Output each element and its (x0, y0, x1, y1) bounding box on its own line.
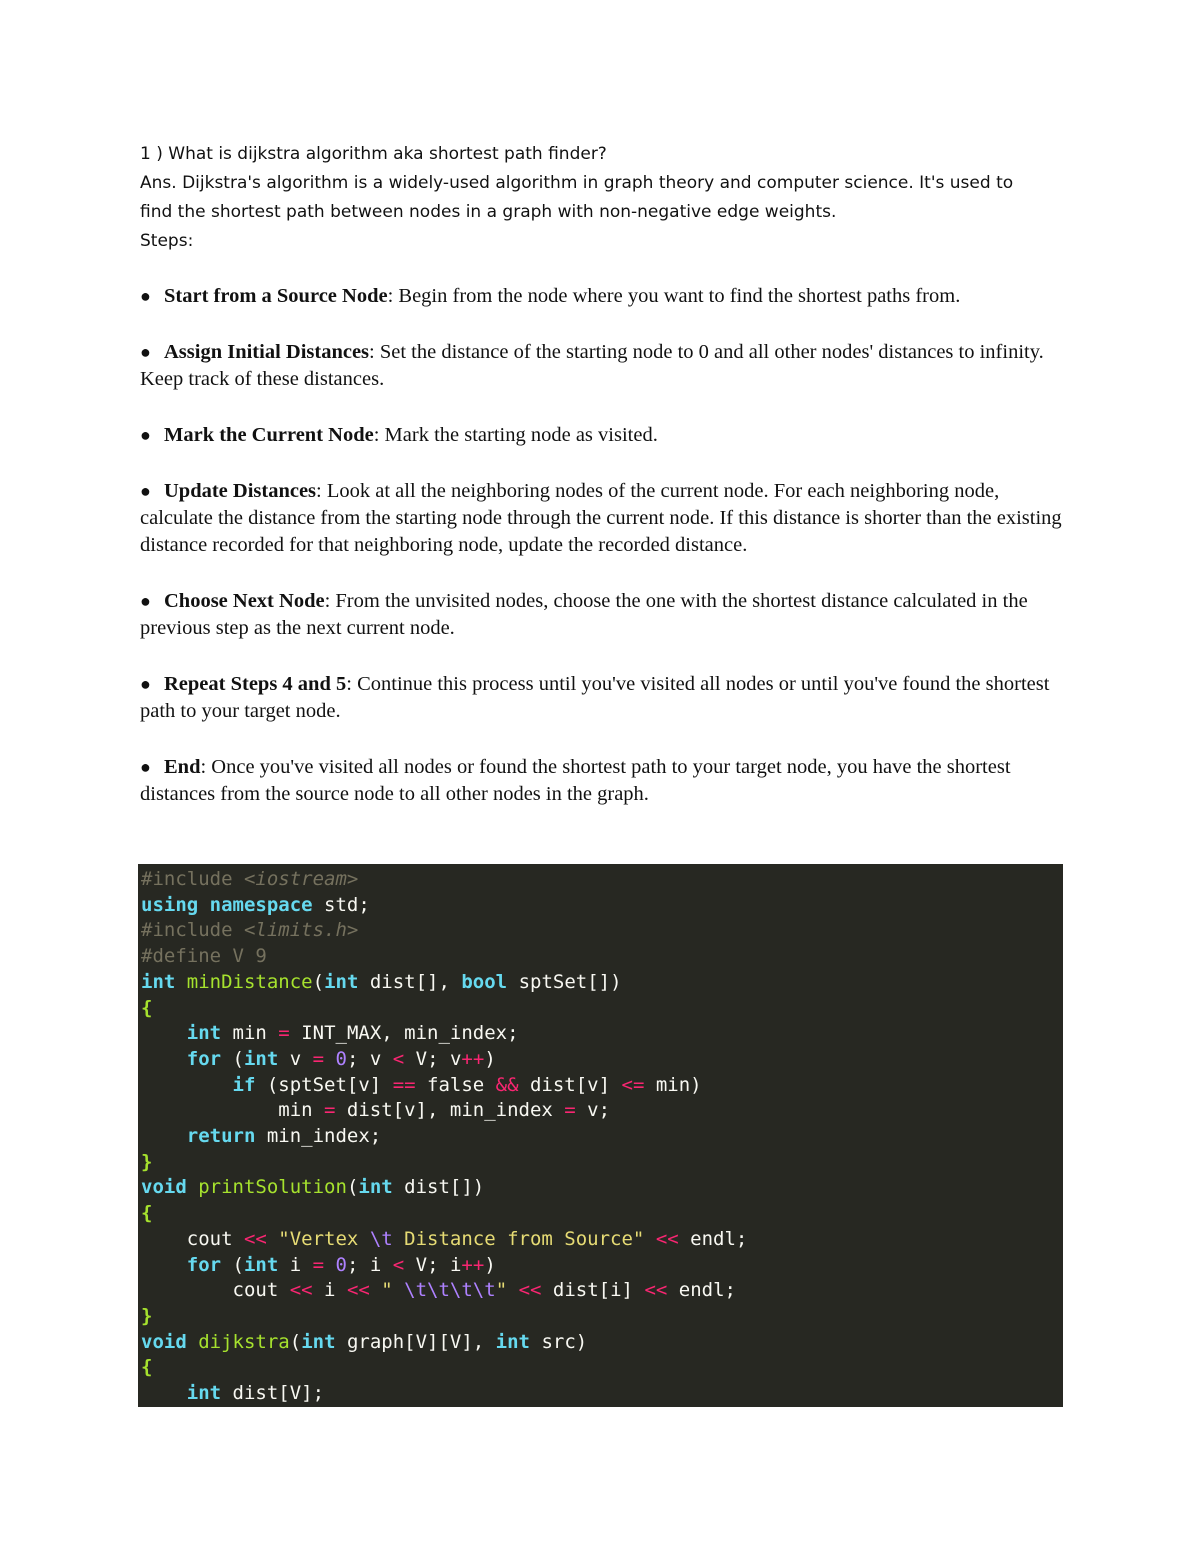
code-listing (138, 864, 1063, 1407)
code-token: ++ (461, 1047, 485, 1070)
steps-label: Steps: (140, 231, 194, 251)
bullet-icon: ● (140, 425, 151, 445)
question-section (140, 140, 1060, 256)
code-token: { (141, 996, 153, 1019)
code-token (198, 894, 209, 916)
code-line (141, 1304, 1063, 1330)
code-token: ; i (347, 1253, 393, 1276)
code-token: dist[]) (392, 1176, 485, 1199)
step-title: End (164, 756, 201, 778)
bullet-icon: ● (140, 342, 151, 362)
code-token: sptSet[]) (507, 970, 622, 993)
code-token: min) (644, 1073, 702, 1096)
step-title: Choose Next Node (164, 590, 325, 612)
code-token (370, 1279, 381, 1301)
list-item (140, 339, 1065, 393)
code-token: = (312, 1047, 325, 1070)
code-token: minDistance (186, 970, 313, 993)
code-token: = (564, 1099, 576, 1122)
code-token: V; v (404, 1047, 462, 1070)
code-token: cout (141, 1279, 290, 1302)
code-token: dist[V]; (221, 1382, 325, 1405)
code-token: ( (312, 970, 325, 993)
code-token: ) (484, 1047, 496, 1070)
code-token (141, 1125, 187, 1147)
code-token: int (186, 1022, 222, 1045)
code-token: int (495, 1330, 530, 1353)
code-token (187, 1176, 198, 1198)
code-token: ( (346, 1176, 359, 1199)
code-token: { (141, 1202, 153, 1225)
code-token: <= (621, 1073, 645, 1096)
code-line (141, 1253, 1063, 1279)
code-token: ( (221, 1047, 244, 1070)
step-text: : Set the distance of the starting node to 0 and all other nodes' distances to infinity. Keep track of these distances. (140, 341, 1044, 390)
code-token (187, 1331, 198, 1353)
code-token (644, 1228, 655, 1250)
code-token: = (278, 1022, 290, 1045)
code-line (141, 996, 1063, 1022)
bullet-icon: ● (140, 674, 151, 694)
list-item (140, 671, 1065, 725)
code-token: dist[], (358, 970, 462, 993)
code-line (141, 1201, 1063, 1227)
code-line (141, 1227, 1063, 1253)
code-token: namespace (209, 893, 313, 916)
code-token: v; (575, 1099, 611, 1122)
step-text: : Mark the starting node as visited. (373, 424, 658, 446)
code-line (141, 970, 1063, 996)
answer-line: Ans. Dijkstra's algorithm is a widely-used algorithm in graph theory and computer science. It's used to (140, 173, 1014, 193)
code-token: endl; (678, 1227, 748, 1250)
code-token: } (141, 1150, 153, 1173)
code-token: << (644, 1279, 668, 1302)
code-token: src) (530, 1330, 588, 1353)
code-token: dist[v], min_index (335, 1099, 565, 1122)
code-line (141, 893, 1063, 919)
code-line (141, 1278, 1063, 1304)
code-token: i (278, 1253, 313, 1276)
code-token: int (358, 1176, 393, 1199)
code-token: cout (141, 1227, 244, 1250)
step-text: : Begin from the node where you want to find the shortest paths from. (387, 285, 961, 307)
code-token: i (312, 1279, 347, 1302)
code-token: v (278, 1047, 313, 1070)
code-token: graph[V][V], (335, 1330, 496, 1353)
code-token (507, 1279, 518, 1301)
code-line (141, 1073, 1063, 1099)
bullet-icon: ● (140, 481, 151, 501)
code-token: int (243, 1253, 279, 1276)
code-token: INT_MAX, min_index; (289, 1022, 519, 1045)
code-token: << (346, 1279, 370, 1302)
code-token: void (141, 1330, 187, 1353)
steps-list (140, 283, 1065, 808)
list-item (140, 478, 1065, 559)
code-line (141, 1330, 1063, 1356)
code-token: && (495, 1073, 519, 1096)
code-token (141, 1022, 187, 1044)
list-item (140, 588, 1065, 642)
step-text: : Once you've visited all nodes or found the shortest path to your target node, you have the shortest distances from the source node to all other nodes in the graph. (140, 756, 1011, 805)
question-heading: 1 ) What is dijkstra algorithm aka shortest path finder? (140, 144, 607, 164)
code-token: <limits.h> (243, 919, 359, 942)
code-token: " (381, 1279, 405, 1302)
code-token: "Vertex (278, 1227, 370, 1250)
code-token: bool (461, 970, 508, 993)
bullet-icon: ● (140, 757, 151, 777)
code-token: int (301, 1330, 336, 1353)
code-token: < (392, 1047, 405, 1070)
code-line (141, 1021, 1063, 1047)
list-item (140, 283, 1065, 310)
code-token: ) (484, 1253, 496, 1276)
code-token: for (186, 1253, 222, 1276)
code-token: return (186, 1125, 256, 1148)
step-title: Start from a Source Node (164, 285, 388, 307)
code-token (141, 1074, 233, 1096)
code-token: << (243, 1227, 267, 1250)
code-token: min (221, 1022, 279, 1045)
list-item (140, 422, 1065, 449)
code-token: Distance from Source" (392, 1227, 645, 1250)
step-title: Repeat Steps 4 and 5 (164, 673, 347, 695)
code-line (141, 1098, 1063, 1124)
bullet-icon: ● (140, 591, 151, 611)
code-token: int (324, 970, 359, 993)
code-token: #include (141, 868, 244, 890)
step-text: : Continue this process until you've visited all nodes or until you've found the shortest path to your target node. (140, 673, 1050, 722)
code-token: { (141, 1356, 153, 1379)
code-token: ; v (347, 1047, 393, 1070)
code-line (141, 1175, 1063, 1201)
code-token (324, 1254, 335, 1276)
code-token: = (324, 1099, 336, 1122)
code-token: endl; (667, 1279, 736, 1302)
step-title: Assign Initial Distances (164, 341, 370, 363)
code-token: using (141, 893, 199, 916)
code-line (141, 944, 1063, 970)
code-token: } (141, 1304, 153, 1327)
code-line (141, 918, 1063, 944)
code-token: #define V 9 (141, 945, 267, 968)
code-token: void (141, 1176, 187, 1199)
code-token: ( (289, 1330, 302, 1353)
code-token: ++ (461, 1253, 485, 1276)
code-line (141, 1047, 1063, 1073)
code-line (141, 1381, 1063, 1407)
code-token: int (186, 1382, 222, 1405)
code-line (141, 1124, 1063, 1150)
bullet-icon: ● (140, 286, 151, 306)
code-token: " (495, 1279, 508, 1302)
code-token: = (312, 1253, 325, 1276)
code-token: printSolution (198, 1176, 347, 1199)
code-token (175, 971, 186, 993)
list-item (140, 754, 1065, 808)
code-line (141, 1355, 1063, 1381)
code-line (141, 867, 1063, 893)
code-token (324, 1048, 335, 1070)
code-token: == (392, 1073, 416, 1096)
code-token: false (415, 1073, 496, 1096)
code-token: int (141, 970, 176, 993)
code-token: 0 (335, 1047, 347, 1070)
code-token (267, 1228, 278, 1250)
code-token: min (141, 1099, 325, 1122)
code-token: 0 (335, 1253, 347, 1276)
code-token: \t\t\t\t (404, 1279, 496, 1302)
code-token: if (232, 1073, 256, 1096)
code-token: << (655, 1227, 679, 1250)
code-token: < (392, 1253, 405, 1276)
code-token: dist[v] (518, 1073, 622, 1096)
code-token: << (518, 1279, 542, 1302)
code-token: \t (369, 1227, 393, 1250)
code-token: min_index; (255, 1125, 382, 1148)
step-text: : Look at all the neighboring nodes of the current node. For each neighboring node, calculate the distance from the starting node through the current node. If this distance is shorter than the existing distance recorded for that neighboring node, update the recorded distance. (140, 480, 1062, 556)
code-token: for (186, 1047, 222, 1070)
step-text: : From the unvisited nodes, choose the one with the shortest distance calculated in the previous step as the next current node. (140, 590, 1028, 639)
code-token: <iostream> (243, 868, 359, 890)
code-token (141, 1048, 187, 1070)
answer-line: find the shortest path between nodes in a graph with non-negative edge weights. (140, 202, 837, 222)
step-title: Mark the Current Node (164, 424, 374, 446)
code-token: (sptSet[v] (255, 1073, 393, 1096)
code-block (138, 864, 1063, 1407)
code-token: int (243, 1047, 279, 1070)
code-token (141, 1254, 187, 1276)
code-token: #include (141, 919, 244, 942)
code-token: << (289, 1279, 313, 1302)
code-token: dijkstra (198, 1330, 290, 1353)
code-token: V; i (404, 1253, 462, 1276)
step-title: Update Distances (164, 480, 317, 502)
code-token: std; (312, 893, 370, 916)
code-token: ( (221, 1253, 244, 1276)
code-line (141, 1150, 1063, 1176)
code-token: dist[i] (541, 1279, 645, 1302)
code-token (141, 1382, 187, 1404)
